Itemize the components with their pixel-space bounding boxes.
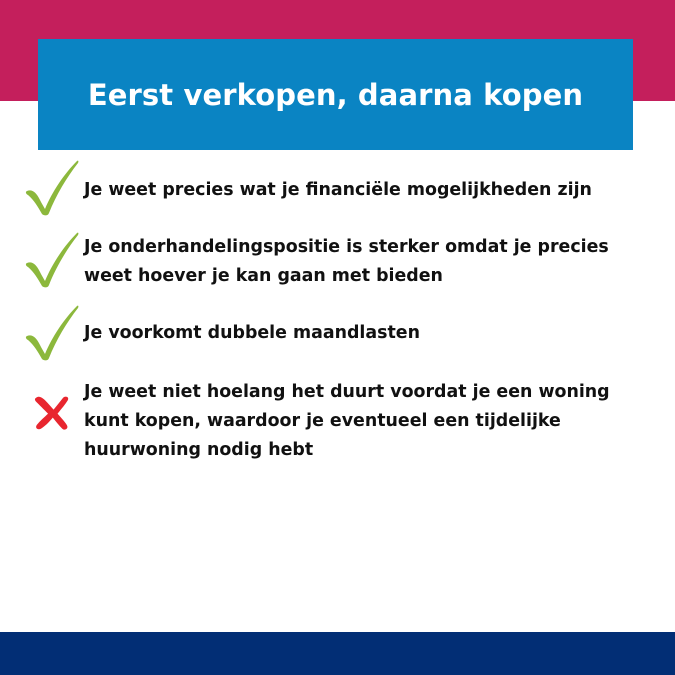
cross-icon <box>28 393 76 439</box>
bottom-color-band <box>0 632 675 675</box>
list-item-text: Je weet precies wat je financiële mogelijkheden zijn <box>84 180 592 200</box>
check-icon <box>24 303 80 361</box>
list-item-text: Je voorkomt dubbele maandlasten <box>84 323 420 343</box>
list-item-text: Je onderhandelingspositie is sterker omdat je precies weet hoever je kan gaan met bieden <box>84 237 609 286</box>
list-item-text: Je weet niet hoelang het duurt voordat je een woning kunt kopen, waardoor je eventueel een tijdelijke huurwoning nodig hebt <box>84 382 610 460</box>
check-icon <box>24 158 80 216</box>
page-title: Eerst verkopen, daarna kopen <box>87 77 584 112</box>
title-banner <box>38 39 633 150</box>
check-icon <box>24 230 80 288</box>
